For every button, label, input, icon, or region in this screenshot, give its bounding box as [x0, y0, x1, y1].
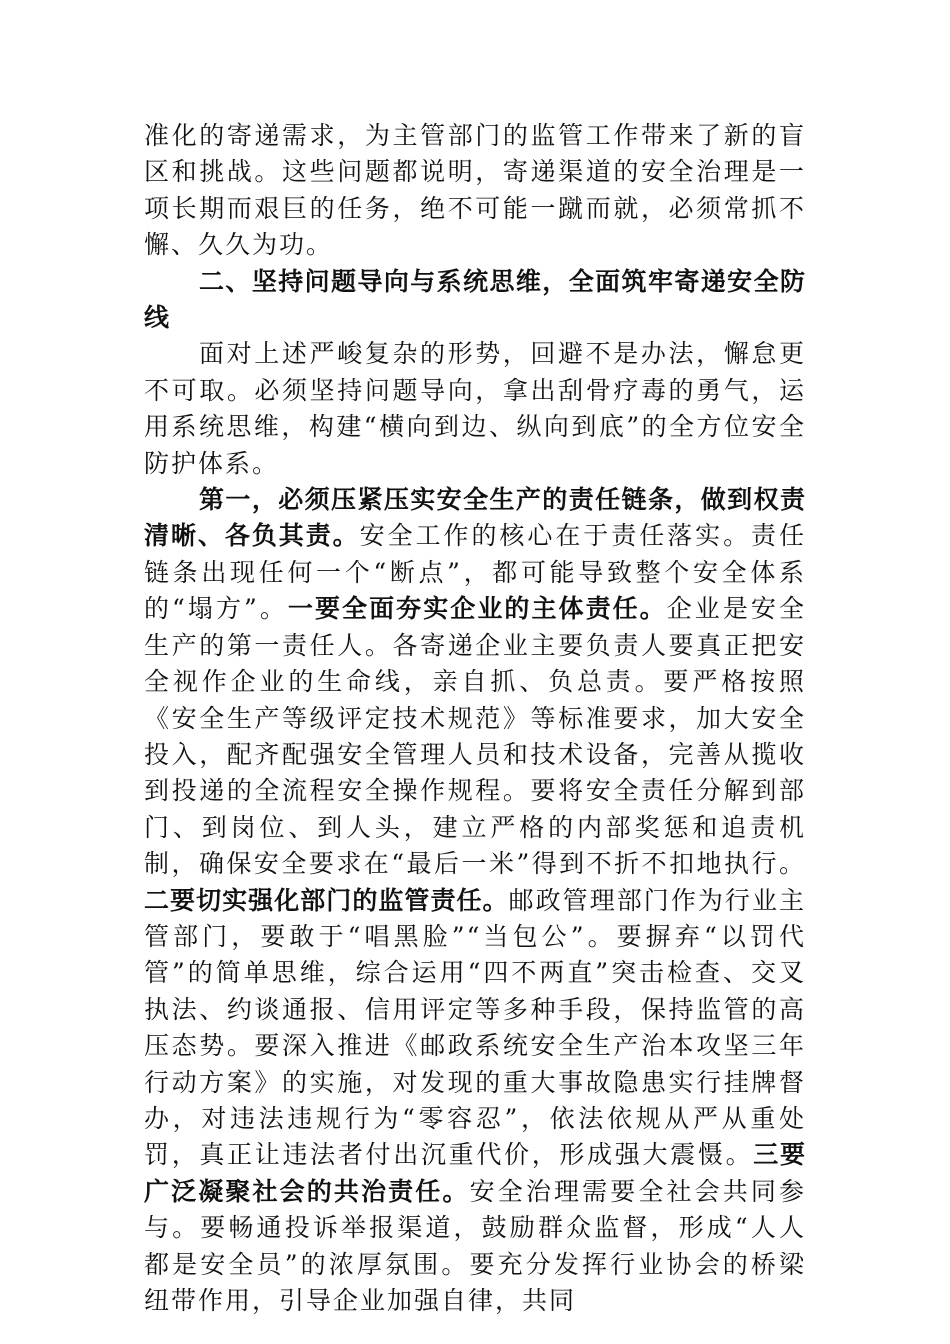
point-lead-sentence: 第一，必须压紧压实安全生产的责任链条，做到权责清晰、各负其责。	[144, 485, 806, 551]
bold-subpoint-1: 一要全面夯实企业的主体责任。	[287, 594, 667, 624]
paragraph-text: 安全工作的核心在于责任落实。责任链条出现任何一个“断点”，都可能导致整个安全体系的“塌方”。	[144, 521, 806, 624]
paragraph-text: 安全治理需要全社会共同参与。要畅通投诉举报渠道，鼓励群众监督，形成“人人都是安全员”的浓厚氛围。要充分发挥行业协会的桥梁纽带作用，引导企业加强自律，共同	[144, 1176, 806, 1315]
paragraph-continued: 准化的寄递需求，为主管部门的监管工作带来了新的盲区和挑战。这些问题都说明，寄递渠道的安全治理是一项长期而艰巨的任务，绝不可能一蹴而就，必须常抓不懈、久久为功。	[144, 121, 806, 260]
paragraph-text: 邮政管理部门作为行业主管部门，要敢于“唱黑脸”“当包公”。要摒弃“以罚代管”的简单思维，综合运用“四不两直”突击检查、交叉执法、约谈通报、信用评定等多种手段，保持监管的高压态势。要深入推进《邮政系统安全生产治本攻坚三年行动方案》的实施，对发现的重大事故隐患实行挂牌督办，对违法违规行为“零容忍”，依法依规从严从重处罚，真正让违法者付出沉重代价，形成强大震慑。	[144, 885, 806, 1170]
paragraph-intro: 面对上述严峻复杂的形势，回避不是办法，懈怠更不可取。必须坚持问题导向，拿出刮骨疗毒的勇气，运用系统思维，构建“横向到边、纵向到底”的全方位安全防护体系。	[144, 339, 806, 478]
document-body	[144, 118, 806, 1319]
bold-subpoint-2: 二要切实强化部门的监管责任。	[144, 885, 509, 915]
paragraph-text: 企业是安全生产的第一责任人。各寄递企业主要负责人要真正把安全视作企业的生命线，亲自抓、负总责。要严格按照《安全生产等级评定技术规范》等标准要求，加大安全投入，配齐配强安全管理人员和技术设备，完善从揽收到投递的全流程安全操作规程。要将安全责任分解到部门、到岗位、到人头，建立严格的内部奖惩和追责机制，确保安全要求在“最后一米”得到不折不扣地执行。	[144, 594, 806, 879]
paragraph-first-point	[144, 482, 806, 1319]
bold-subpoint-3: 三要广泛凝聚社会的共治责任。	[144, 1140, 806, 1206]
section-heading: 二、坚持问题导向与系统思维，全面筑牢寄递安全防线	[144, 266, 806, 333]
